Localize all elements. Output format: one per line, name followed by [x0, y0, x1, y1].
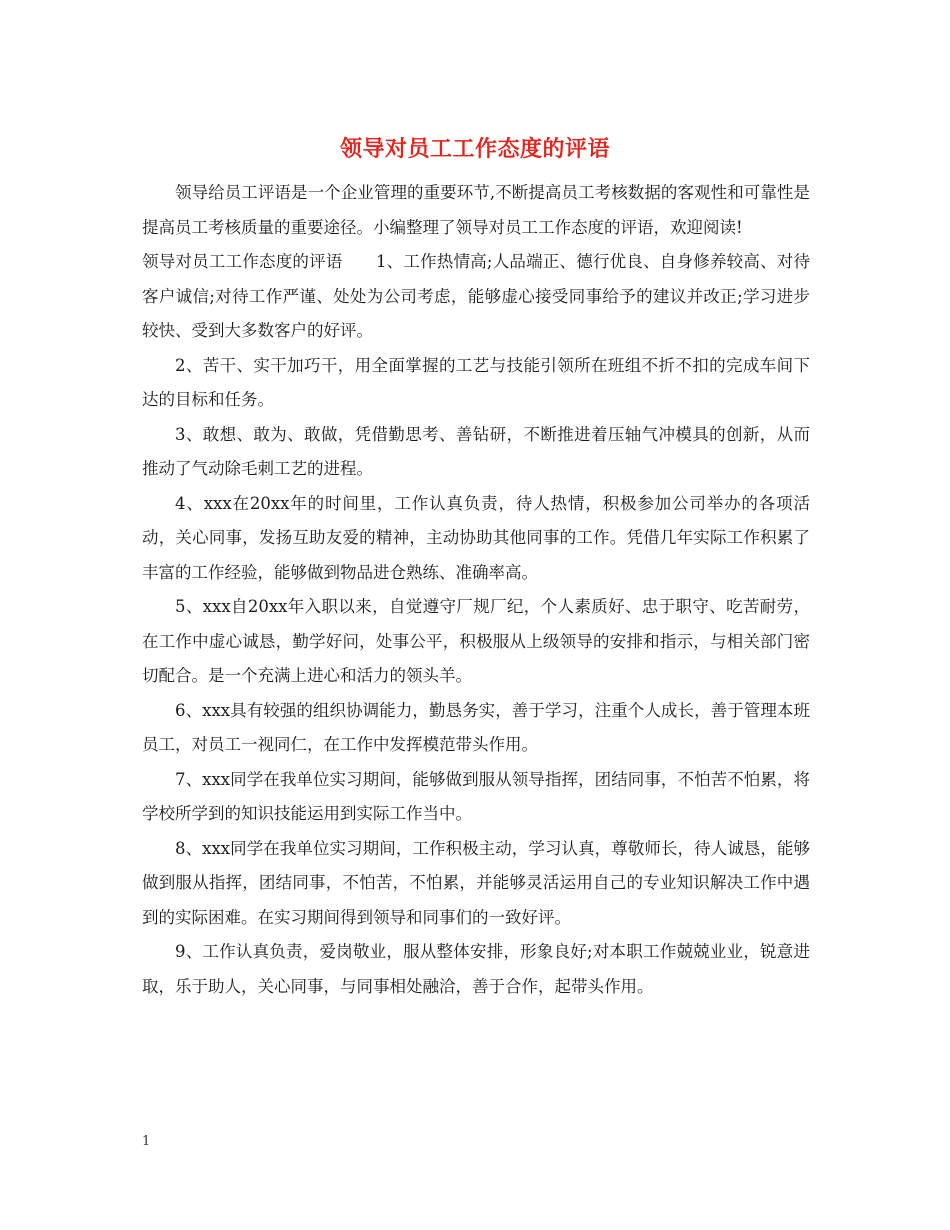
paragraph-item-5: 5、xxx自20xx年入职以来，自觉遵守厂规厂纪，个人素质好、忠于职守、吃苦耐劳，在工作中虚心诚恳，勤学好问，处事公平，积极服从上级领导的安排和指示，与相关部门密切配合。是一个充满上进心和活力的领头羊。: [142, 597, 810, 685]
page-number: 1: [142, 1134, 151, 1149]
paragraph-item-6: 6、xxx具有较强的组织协调能力，勤恳务实，善于学习，注重个人成长，善于管理本班员工，对员工一视同仁，在工作中发挥模范带头作用。: [142, 700, 810, 754]
paragraph-item-2: 2、苦干、实干加巧干，用全面掌握的工艺与技能引领所在班组不折不扣的完成车间下达的目标和任务。: [142, 355, 810, 409]
paragraph-item-3: 3、敢想、敢为、敢做，凭借勤思考、善钻研，不断推进着压轴气冲模具的创新，从而推动了气动除毛刺工艺的进程。: [142, 424, 810, 478]
paragraph-item-7: 7、xxx同学在我单位实习期间，能够做到服从领导指挥，团结同事，不怕苦不怕累，将学校所学到的知识技能运用到实际工作当中。: [142, 769, 810, 823]
paragraph-intro: 领导给员工评语是一个企业管理的重要环节,不断提高员工考核数据的客观性和可靠性是提高员工考核质量的重要途径。小编整理了领导对员工工作态度的评语，欢迎阅读!: [142, 183, 810, 237]
paragraph-item-1: 领导对员工工作态度的评语 1、工作热情高;人品端正、德行优良、自身修养较高、对待客户诚信;对待工作严谨、处处为公司考虑，能够虚心接受同事给予的建议并改正;学习进步较快、受到大多数客户的好评。: [142, 252, 810, 340]
document-title: 领导对员工工作态度的评语: [339, 136, 610, 162]
document-body: [142, 176, 810, 1004]
paragraph-item-4: 4、xxx在20xx年的时间里，工作认真负责，待人热情，积极参加公司举办的各项活动，关心同事，发扬互助友爱的精神，主动协助其他同事的工作。凭借几年实际工作积累了丰富的工作经验，能够做到物品进仓熟练、准确率高。: [142, 493, 810, 582]
paragraph-item-9: 9、工作认真负责，爱岗敬业，服从整体安排，形象良好;对本职工作兢兢业业，锐意进取，乐于助人，关心同事，与同事相处融洽，善于合作，起带头作用。: [142, 942, 810, 996]
paragraph-item-8: 8、xxx同学在我单位实习期间，工作积极主动，学习认真，尊敬师长，待人诚恳，能够做到服从指挥，团结同事，不怕苦，不怕累，并能够灵活运用自己的专业知识解决工作中遇到的实际困难。在实习期间得到领导和同事们的一致好评。: [142, 838, 810, 927]
